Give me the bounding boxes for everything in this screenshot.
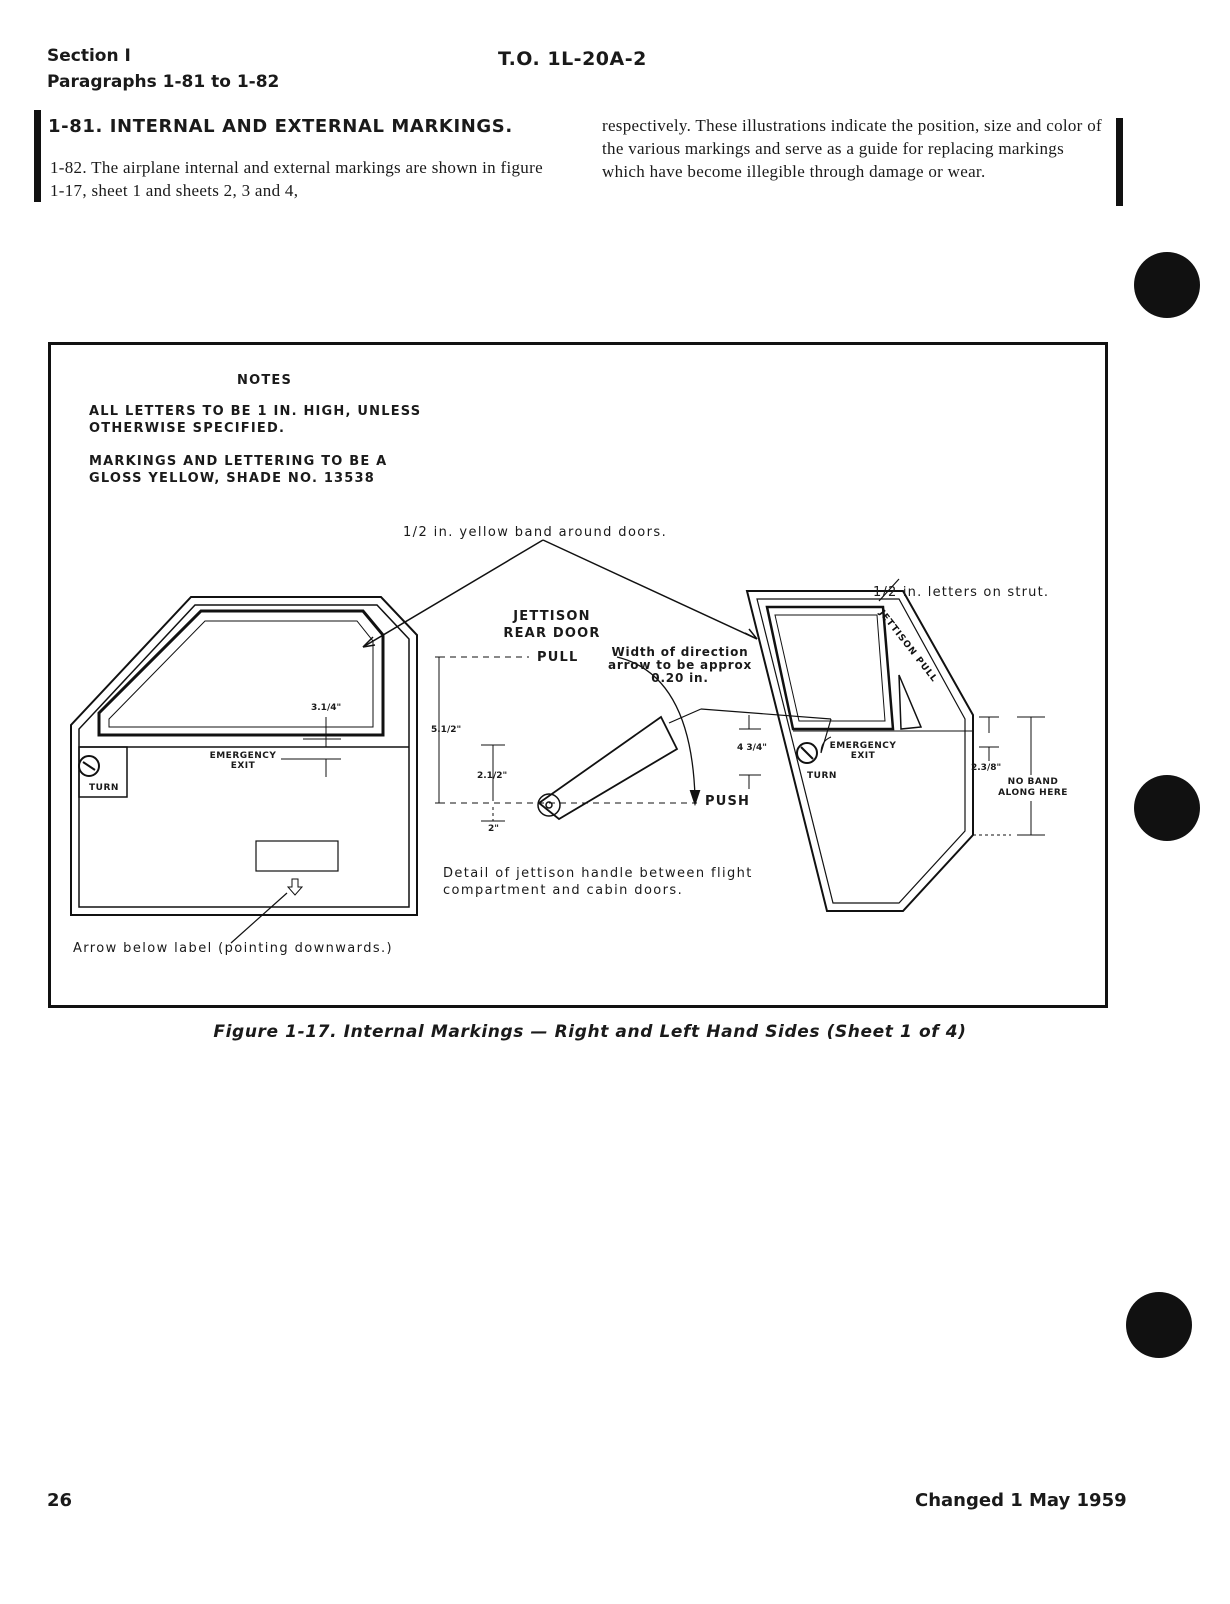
left-door-window [99,611,383,735]
right-door-window [767,607,893,729]
figure-caption: Figure 1-17. Internal Markings — Right and Left Hand Sides (Sheet 1 of 4) [213,1022,967,1042]
arrow-width-note: Width of direction arrow to be approx 0.20 in. [607,645,753,685]
turn-label-right: TURN [807,771,837,781]
to-number: T.O. 1L-20A-2 [498,48,647,70]
binder-hole-bottom [1126,1292,1192,1358]
notes-title: NOTES [237,373,293,388]
push-label: PUSH [705,794,751,809]
note-2: MARKINGS AND LETTERING TO BE A GLOSS YELLOW, SHADE NO. 13538 [89,454,388,486]
no-band-label: NO BAND ALONG HERE [998,777,1068,798]
change-bar-right [1116,118,1123,206]
jettison-title: JETTISON REAR DOOR [503,609,601,641]
binder-hole-middle [1134,775,1200,841]
note-1: ALL LETTERS TO BE 1 IN. HIGH, UNLESS OTHERWISE SPECIFIED. [89,404,422,436]
turn-label-left: TURN [89,783,119,793]
dim-3-quarter: 3.1/4" [311,703,342,713]
strut-text: JETTISON PULL [876,608,940,685]
change-bar-left [34,110,41,202]
binder-hole-top [1134,252,1200,318]
paragraphs-label: Paragraphs 1-81 to 1-82 [47,72,280,92]
door-markings-drawing [51,345,1105,1005]
down-arrow-icon [288,879,302,895]
detail-caption: Detail of jettison handle between flight compartment and cabin doors. [443,866,753,898]
dim-5-half: 5.1/2" [431,725,462,735]
letters-on-strut: 1/2 in. letters on strut. [873,585,1050,600]
section-label: Section I [47,46,131,66]
pull-label: PULL [537,650,579,665]
dim-2: 2" [488,824,499,834]
emergency-exit-right: EMERGENCY EXIT [829,741,897,761]
dim-2-half: 2.1/2" [477,771,508,781]
release-label-plate [256,841,338,871]
arrow-callout: Arrow below label (pointing downwards.) [73,941,394,956]
paragraph-right-text: respectively. These illustrations indicate the position, size and color of the various markings and serve as a guide for replacing markings which have become illegible through damage or wear. [602,116,1102,181]
dim-4-3-quarter: 4 3/4" [737,743,767,753]
section-heading: 1-81. INTERNAL AND EXTERNAL MARKINGS. [48,116,513,137]
page-number: 26 [47,1490,73,1511]
paragraph-left-text: 1-82. The airplane internal and external markings are shown in figure 1-17, sheet 1 and sheets 2, 3 and 4, [50,158,543,200]
changed-date: Changed 1 May 1959 [915,1490,1127,1511]
figure-frame [48,342,1108,1008]
paragraph-left [50,156,555,202]
dim-2-3-8: 2.3/8" [971,763,1002,773]
paragraph-right [602,114,1107,183]
emergency-exit-left: EMERGENCY EXIT [209,751,277,771]
band-callout: 1/2 in. yellow band around doors. [403,525,668,540]
